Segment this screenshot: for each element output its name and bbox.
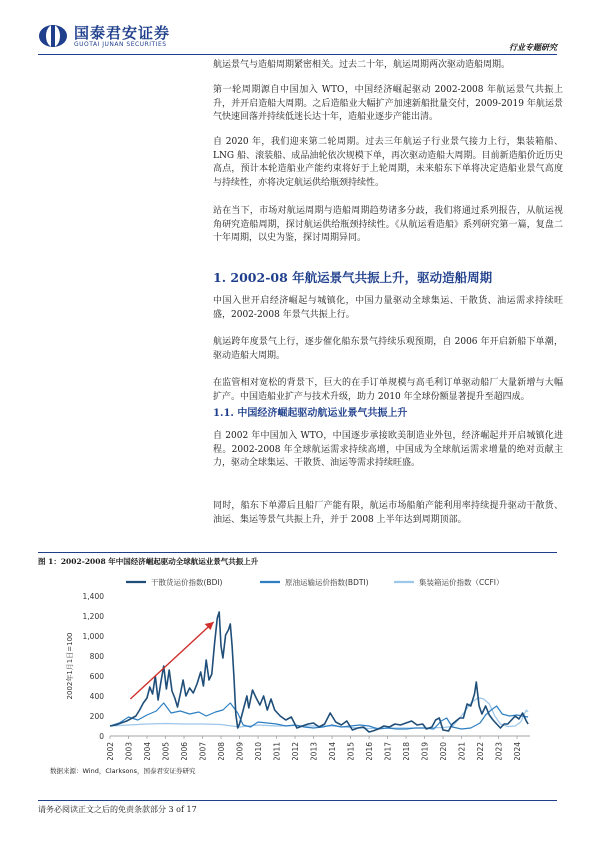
paragraph: 在监管相对宽松的背景下，巨大的在手订单规模与高毛利订单驱动船厂大量新增与大幅扩产。中国造船业扩产与技术升级，助力 2010 年全球份额显著提升至超四成。 — [213, 378, 563, 402]
y-tick-label: 1,200 — [82, 612, 104, 621]
disclaimer-text: 请务必阅读正文之后的免责条款部分 — [38, 805, 166, 814]
x-tick-label: 2023 — [494, 742, 504, 760]
y-tick-label: 1,000 — [82, 632, 104, 641]
paragraph: 同时，船东下单滞后且船厂产能有限，航运市场船舶产能利用率持续提升驱动干散货、油运、集运等景气共振上升，并于 2008 上半年达到周期顶部。 — [213, 501, 563, 525]
x-tick-label: 2006 — [180, 742, 190, 760]
intro-block — [213, 59, 563, 73]
line-chart — [38, 568, 558, 760]
x-tick-label: 2013 — [309, 742, 319, 760]
x-tick-label: 2017 — [383, 742, 393, 760]
x-tick-label: 2014 — [328, 742, 338, 760]
section11-block — [213, 500, 563, 527]
paragraph: 航运景气与造船周期紧密相关。过去二十年，航运周期两次驱动造船周期。 — [213, 60, 511, 70]
x-tick-label: 2002 — [106, 742, 115, 760]
legend-label: 干散货运价指数(BDI) — [151, 578, 223, 587]
section1-block — [213, 336, 563, 363]
paragraph: 第一轮周期源自中国加入 WTO，中国经济崛起驱动 2002-2008 年航运景气共振上升，并开启造船大周期。之后造船业大幅扩产加速新船批量交付，2009-2019 年航运景气快速回落并持续低迷长达十年，造船业逐步产能出清。 — [213, 85, 563, 123]
paragraph: 站在当下，市场对航运周期与造船周期趋势诸多分歧，我们将通过系列报告，从航运视角研究造船周期，探讨航运供给瓶颈持续性。《从航运看造船》系列研究第一篇，复盘二十年周期，以史为鉴，探讨周期异同。 — [213, 206, 563, 244]
intro-block — [213, 84, 563, 125]
page-header — [0, 0, 595, 62]
figure-caption: 图 1：2002-2008 年中国经济崛起驱动全球航运业景气共振上升 — [38, 552, 557, 567]
x-tick-label: 2009 — [235, 742, 245, 760]
paragraph: 中国入世开启经济崛起与城镇化，中国力量驱动全球集运、干散货、油运需求持续旺盛，2002-2008 年景气共振上行。 — [213, 296, 563, 320]
series-line-0 — [110, 612, 528, 732]
x-tick-label: 2003 — [124, 742, 134, 760]
y-tick-label: 800 — [89, 652, 104, 661]
series-line-1 — [110, 703, 528, 729]
x-tick-label: 2018 — [402, 742, 412, 760]
y-tick-label: 400 — [89, 692, 104, 701]
footer-divider — [38, 800, 557, 801]
paragraph: 航运跨年度景气上行，逐步催化船东景气持续乐观预期，自 2006 年开启新船下单潮，驱动造船大周期。 — [213, 337, 563, 361]
legend-label: 原油运输运价指数(BDTI) — [285, 578, 369, 587]
x-tick-label: 2024 — [513, 742, 523, 760]
x-tick-label: 2008 — [217, 742, 227, 760]
x-tick-label: 2019 — [420, 742, 430, 760]
section-heading-1-1: 1.1. 中国经济崛起驱动航运业景气共振上升 — [213, 408, 408, 419]
x-tick-label: 2015 — [346, 742, 356, 760]
x-tick-label: 2010 — [254, 742, 264, 760]
x-tick-label: 2012 — [291, 742, 301, 760]
paragraph: 自 2002 年中国加入 WTO，中国逐步承接欧美制造业外包，经济崛起并开启城镇化进程。2002-2008 年全球航运需求持续高增，中国成为全球航运需求增量的绝对贡献主力，驱动全球集运、干散货、油运等需求持续旺盛。 — [213, 431, 563, 469]
section-heading-1: 1. 2002-08 年航运景气共振上升，驱动造船周期 — [213, 270, 493, 285]
chart-container — [38, 568, 558, 760]
company-logo — [38, 24, 170, 48]
y-tick-label: 0 — [99, 732, 104, 741]
section1-block — [213, 295, 563, 322]
x-tick-label: 2022 — [476, 742, 486, 760]
figure-source: 数据来源：Wind，Clarksons，国泰君安证券研究 — [50, 767, 196, 775]
paragraph: 自 2020 年，我们迎来第二轮周期。过去三年航运子行业景气接力上行，集装箱船、LNG 船、滚装船、成品油轮依次规模下单，再次驱动造船大周期。目前新造船价近历史高点，预计本轮造船业产能约束将好于上轮周期，未来船东下单将决定造船业景气高度与持续性，亦将决定航运供给瓶颈持续性。 — [213, 137, 563, 188]
header-divider — [38, 54, 557, 55]
section11-block — [213, 430, 563, 471]
report-type-label: 行业专题研究 — [509, 42, 557, 52]
logo-text-en: GUOTAI JUNAN SECURITIES — [74, 40, 167, 48]
x-tick-label: 2020 — [439, 742, 449, 760]
x-tick-label: 2007 — [198, 742, 208, 760]
x-tick-label: 2016 — [365, 742, 375, 760]
y-tick-label: 1,400 — [82, 592, 104, 601]
intro-block — [213, 136, 563, 190]
x-tick-label: 2011 — [272, 742, 282, 760]
guotai-junan-logo-icon — [38, 24, 68, 48]
y-axis-label: 2002年1月1日=100 — [66, 632, 74, 700]
page-number: 3 of 17 — [168, 805, 197, 814]
logo-text-cn: 国泰君安证券 — [74, 23, 171, 42]
y-tick-label: 600 — [89, 672, 104, 681]
y-tick-label: 200 — [89, 712, 104, 721]
page-footer — [38, 804, 197, 815]
section1-block — [213, 377, 563, 404]
legend-label: 集装箱运价指数（CCFI） — [419, 578, 504, 587]
intro-block — [213, 205, 563, 246]
x-tick-label: 2005 — [161, 742, 171, 760]
x-tick-label: 2021 — [457, 742, 467, 760]
x-tick-label: 2004 — [143, 742, 153, 760]
